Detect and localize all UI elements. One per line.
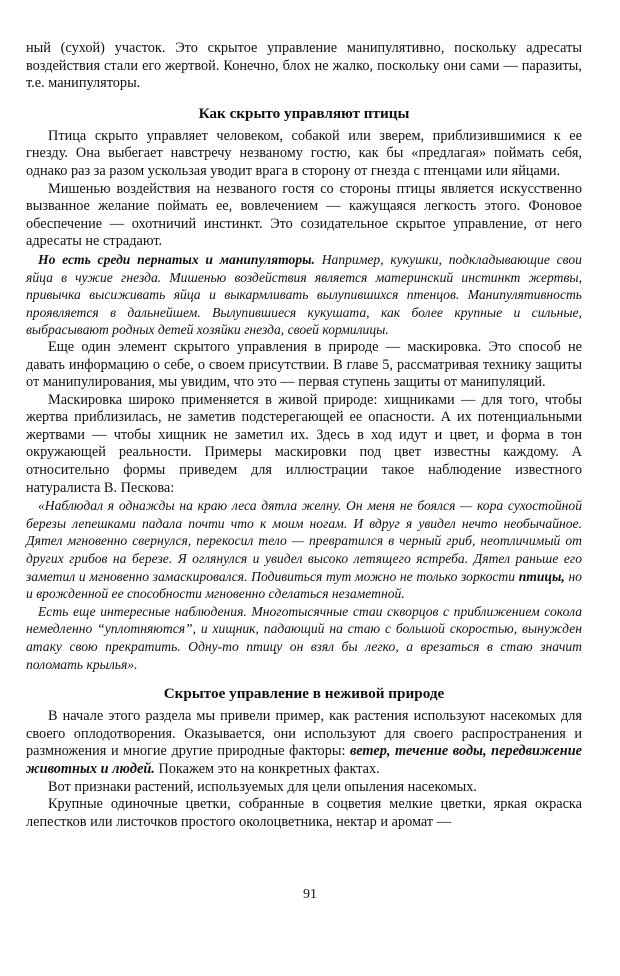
page-number: 91: [303, 887, 317, 902]
italic-quote-starlings: Есть еще интересные наблюдения. Многотысячные стаи скворцов с приближением сокола немедленно “уплотняются”, и хищник, падающий на стаю с большой скоростью, вынужден атаку свою прекратить. Одну-то птицу он взял бы легко, а врезаться в стаю значит поломать крылья».: [26, 603, 582, 672]
paragraph: Мишенью воздействия на незваного гостя со стороны птицы является искусственно вызванное желание поймать ее, вовлечением — кажущаяся легкость этого. Фоновое обеспечение — охотничий инстинкт. Это созидательное скрытое управление, от него адресаты не страдают.: [26, 180, 582, 250]
bold-italic-text: ветер, течение воды, передвижение животных и людей.: [26, 743, 582, 777]
italic-quote-woodpecker: [26, 497, 582, 603]
italic-text: но и врожденной ее способности мгновенно сделаться незаметной.: [26, 568, 582, 602]
page-body: [26, 40, 582, 831]
paragraph: Крупные одиночные цветки, собранные в соцветия мелкие цветки, яркая окраска лепестков или листочков простого околоцветника, нектар и аромат —: [26, 796, 582, 830]
paragraph: Еще один элемент скрытого управления в природе — маскировка. Это способ не давать информацию о себе, о своем присутствии. В главе 5, рассматривая технику защиты от манипулирования, мы увидим, что это — первая ступень защиты от манипуляций.: [26, 338, 582, 391]
paragraph: Птица скрыто управляет человеком, собакой или зверем, приблизившимися к ее гнезду. Она выбегает навстречу незваному гостю, как бы «предлагая» поймать себя, однако раз за разом ускользая уводит врага в сторону от гнезда с птенцами или яйцами.: [26, 127, 582, 179]
paragraph: [26, 708, 582, 778]
section-heading-nonliving: Скрытое управление в неживой природе: [163, 685, 445, 703]
intro-paragraph: ный (сухой) участок. Это скрытое управление манипулятивно, поскольку адресаты воздействия стали его жертвой. Конечно, блох не жалко, поскольку они сами — паразиты, т.е. манипуляторы.: [26, 40, 582, 92]
italic-text: Например, кукушки, подкладывающие свои яйца в чужие гнезда. Мишенью воздействия является материнский инстинкт жертвы, привычка высиживать яйца и выкармливать вылупившихся птенцов. Манипулятивность проявляется в дальнейшем. Вылупившиеся кукушата, как более крупные и сильные, выбрасывают родных детей хозяйки гнезда, своей кормилицы.: [26, 251, 582, 338]
bold-lead: Но есть среди пернатых и манипуляторы.: [38, 251, 315, 267]
italic-text: «Наблюдал я однажды на краю леса дятла желну. Он меня не боялся — кора сухостойной березы лепешками падала почти что к моим ногам. И вдруг я увидел нечто необычайное. Дятел мгновенно свернулся, перекосил тело — превратился в черный гриб, неотличимый от других грибов на березе. Я оглянулся и увидел высоко летящего ястреба. Дятел раньше его заметил и мгновенно замаскировался. Подивиться тут можно не только зоркости: [26, 498, 582, 584]
italic-paragraph-cuckoo: [26, 251, 582, 339]
paragraph: Вот признаки растений, используемых для цели опыления насекомых.: [48, 778, 477, 795]
paragraph: Маскировка широко применяется в живой природе: хищниками — для того, чтобы жертва приблизилась, не заметив подстерегающей ее опасности. А их потенциальными жертвами — чтобы хищник не заметил их. Здесь в ход идут и цвет, и форма в тон окружающей реальности. Примеры маскировки под цвет известны каждому. А относительно формы приведем для иллюстрации такое наблюдение известного натуралиста В. Пескова:: [26, 391, 582, 496]
text: Покажем это на конкретных фактах.: [158, 760, 380, 777]
section-heading-birds: Как скрыто управляют птицы: [198, 104, 410, 122]
bold-word: птицы,: [518, 568, 565, 584]
text: В начале этого раздела мы привели пример, как растения используют насекомых для своего оплодотворения. Оказывается, они используют для своего распространения и размножения и многие другие природные факторы:: [26, 708, 582, 760]
